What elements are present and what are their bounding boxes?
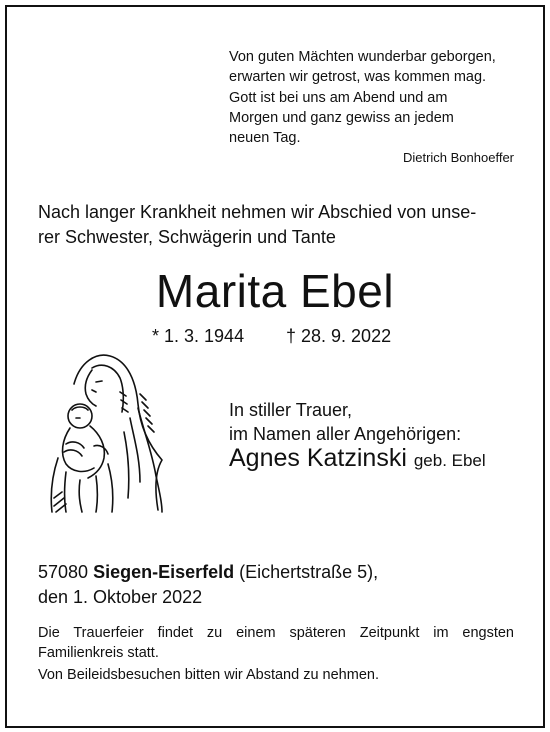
street: (Eichertstraße 5), — [239, 562, 379, 582]
mourning-text — [229, 398, 461, 446]
mourner-name — [229, 444, 486, 473]
notice-date: den 1. Oktober 2022 — [38, 587, 203, 607]
mourning-line: im Namen aller Angehörigen: — [229, 424, 462, 444]
quote-line: Morgen und ganz gewiss an jedem — [229, 109, 454, 126]
madonna-and-child-icon — [36, 348, 186, 518]
intro-text — [38, 200, 476, 250]
bonhoeffer-quote — [229, 47, 496, 148]
quote-line: erwarten wir getrost, was kommen mag. — [229, 69, 487, 86]
funeral-note: Die Trauerfeier findet zu einem späteren Zeitpunkt im engsten Familienkreis statt. — [38, 625, 514, 661]
quote-line: Gott ist bei uns am Abend und am — [229, 89, 448, 106]
city: Siegen-Eiserfeld — [93, 562, 235, 582]
mourner-full-name: Agnes Katzinski — [229, 444, 407, 472]
address-block — [38, 560, 378, 610]
mourning-line: In stiller Trauer, — [229, 400, 353, 420]
intro-line: Nach langer Krankheit nehmen wir Abschied von unse- — [38, 202, 477, 222]
postcode: 57080 — [38, 562, 89, 582]
address-line — [38, 560, 378, 585]
quote-line: Von guten Mächten wunderbar geborgen, — [229, 49, 496, 65]
quote-line: neuen Tag. — [229, 130, 301, 147]
condolence-note: Von Beileidsbesuchen bitten wir Abstand zu nehmen. — [38, 667, 379, 683]
deceased-name: Marita Ebel — [155, 265, 395, 317]
mourner-birth-name: geb. Ebel — [413, 451, 486, 470]
death-date: † 28. 9. 2022 — [286, 326, 392, 346]
quote-author: Dietrich Bonhoeffer — [402, 150, 514, 165]
birth-date: * 1. 3. 1944 — [152, 326, 245, 346]
intro-line: rer Schwester, Schwägerin und Tante — [38, 227, 336, 247]
